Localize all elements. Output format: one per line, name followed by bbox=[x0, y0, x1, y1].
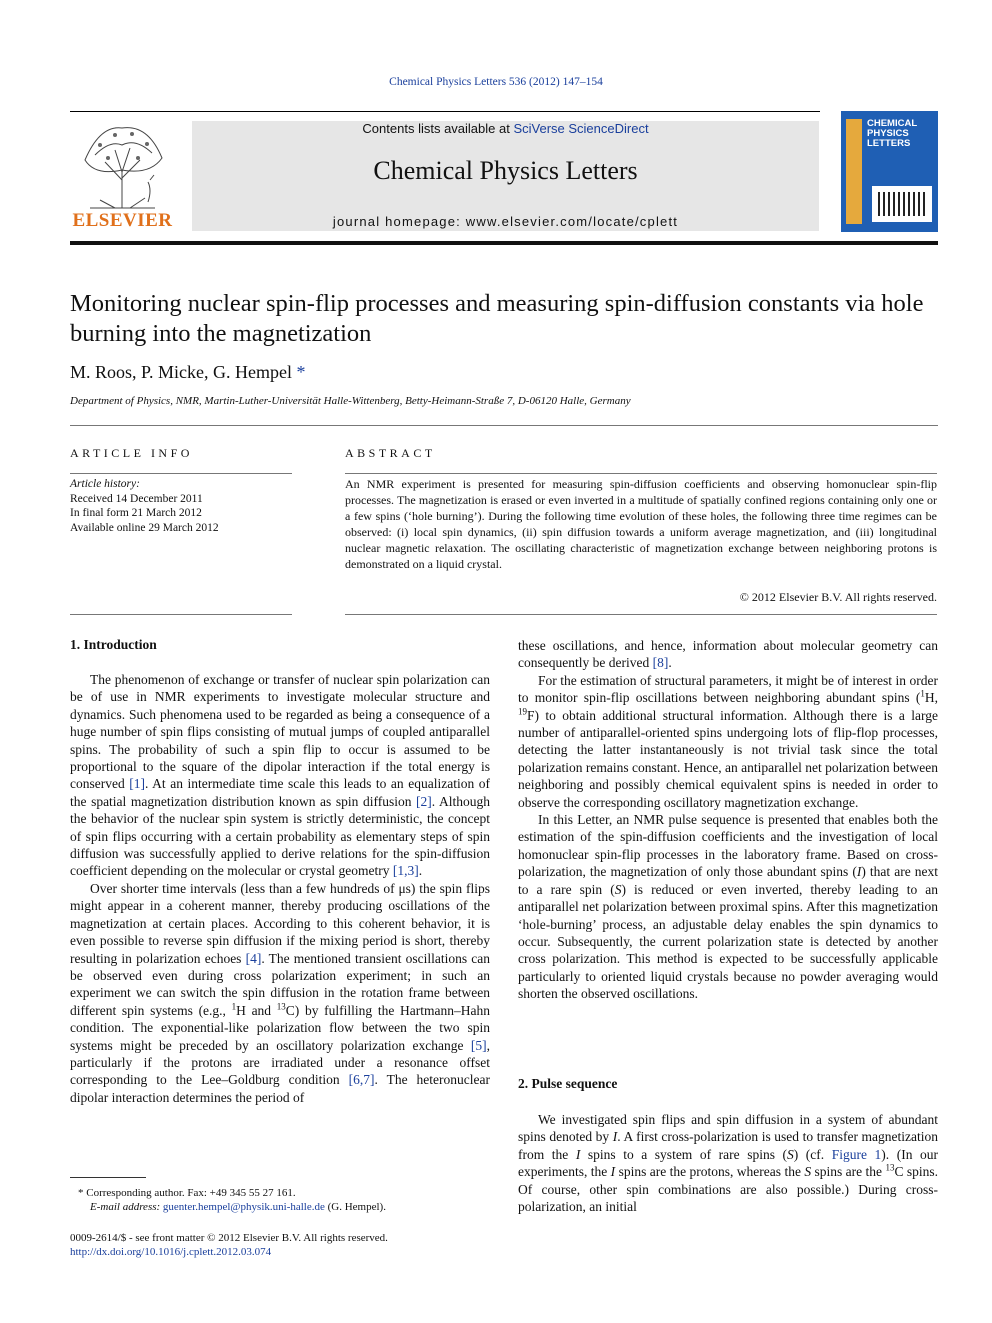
title-rule bbox=[70, 425, 938, 426]
contents-prefix: Contents lists available at bbox=[362, 121, 514, 136]
elsevier-wordmark: ELSEVIER bbox=[72, 210, 173, 231]
article-info-heading: ARTICLE INFO bbox=[70, 446, 193, 460]
abstract-bottom-rule bbox=[345, 614, 937, 615]
email-footnote bbox=[90, 1200, 386, 1214]
figure-link[interactable]: Figure 1 bbox=[831, 1146, 882, 1162]
contents-line bbox=[192, 121, 819, 136]
copyright: © 2012 Elsevier B.V. All rights reserved. bbox=[739, 590, 937, 604]
email-label: E-mail address: bbox=[90, 1201, 161, 1213]
abstract-heading: ABSTRACT bbox=[345, 446, 436, 460]
article-info-bottom-rule bbox=[70, 614, 292, 615]
header-thick-rule bbox=[70, 241, 938, 245]
journal-reference[interactable]: Chemical Physics Letters 536 (2012) 147–154 bbox=[389, 76, 603, 88]
header-rule bbox=[70, 111, 820, 112]
intro-paragraph-1: The phenomenon of exchange or transfer of nuclear spin polarization can be of use in NMR experiments to investigate molecular structure and dynamics. Such phenomena used to be regarded as being a consequence of a huge number of spin flips consisting of mutual jumps of coupled antiparallel spins. The probability of such a spin flip to occur is assumed to be proportional to the square of the dipolar interaction if the total energy is conserved [1]. At an intermediate time scale this leads to an equalization of the spatial magnetization distribution known as spin diffusion [2]. Although the behavior of the nuclear spin system is strictly deterministic, the concept of spin flips occurring with a certain probability as elementary steps of spin diffusion was successfully applied to derive relations for the spin-diffusion coefficient depending on the molecular or crystal geometry [1,3]. bbox=[70, 672, 490, 879]
abstract-rule bbox=[345, 473, 937, 474]
author-list bbox=[70, 362, 306, 383]
history-label: Article history: bbox=[70, 478, 140, 490]
issn-line: 0009-2614/$ - see front matter © 2012 Elsevier B.V. All rights reserved. bbox=[70, 1232, 388, 1244]
citation-link[interactable]: [5] bbox=[470, 1037, 487, 1053]
article-info-rule bbox=[70, 473, 292, 474]
pulse-heading-text: 2. Pulse sequence bbox=[518, 1076, 618, 1091]
citation-link[interactable]: [4] bbox=[245, 950, 262, 966]
doi-line bbox=[70, 1245, 271, 1259]
intro-paragraph-2: Over shorter time intervals (less than a few hundreds of μs) the spin flips might appear in a coherent manner, thereby producing oscillations of the magnetization at certain places. According to this coherent behavior, it is even possible to reverse spin diffusion if the mixing period is short, thereby resulting in polarization echoes [4]. The mentioned transient oscillations can be observed even during cross polarization experiment; in such an experiment we can switch the spin diffusion in the rotation frame between different spin systems (e.g., $^1$H and $^{13}$C) by fulfilling the Hartmann–Hahn condition. The exponential-like polarization flow between the two spin systems might be preceded by an oscillatory polarization exchange [5], particularly if the protons are irradiated under a resonance offset corresponding to the Lee–Goldburg condition [6,7]. The heteronuclear dipolar interaction determines the period of bbox=[70, 880, 490, 1105]
email-name: (G. Hempel). bbox=[327, 1201, 386, 1213]
pulse-text bbox=[518, 1111, 938, 1215]
doi-link[interactable]: http://dx.doi.org/10.1016/j.cplett.2012.03.074 bbox=[70, 1246, 272, 1258]
corresponding-author-mark[interactable]: * bbox=[296, 362, 306, 382]
online-date: Available online 29 March 2012 bbox=[70, 521, 219, 534]
corresponding-footnote: * Corresponding author. Fax: +49 345 55 27 161. bbox=[78, 1187, 296, 1199]
pulse-heading bbox=[518, 1076, 617, 1092]
citation-link[interactable]: [8] bbox=[652, 655, 669, 671]
citation-link[interactable]: [1] bbox=[129, 776, 146, 792]
sciencedirect-link[interactable]: SciVerse ScienceDirect bbox=[513, 121, 649, 136]
final-form-date: In final form 21 March 2012 bbox=[70, 507, 202, 519]
intro-paragraph-2-cont: these oscillations, and hence, information about molecular geometry can consequently be derived [8]. bbox=[518, 638, 938, 671]
citation-link[interactable]: [2] bbox=[416, 793, 432, 809]
email-link[interactable]: guenter.hempel@physik.uni-halle.de bbox=[162, 1201, 325, 1213]
intro-paragraph-3: For the estimation of structural parameters, it might be of interest in order to monitor spin-flip oscillations between neighboring abundant spins ($^1$H, $^{19}$F) to obtain additional structural information. Although there is a large number of antiparallel-oriented spins undergoing lots of flip-flop processes, detecting the latter instantaneously is not trivial task since the total polarization remains constant. Hence, an antiparallel net polarization between neighboring and possibly chemical equivalent spins is needed in order to observe the corresponding oscillatory magnetization exchange. bbox=[518, 672, 938, 810]
article-history bbox=[70, 477, 300, 535]
cover-figure bbox=[872, 186, 932, 222]
footnote-rule bbox=[70, 1177, 146, 1178]
pulse-paragraph-1: We investigated spin flips and spin diffusion in a system of abundant spins denoted by I. A first cross-polarization is used to transfer magnetization from the I spins to a system of rare spins (S) (cf. Figure 1). (In our experiments, the I spins are the protons, whereas the S spins are the $^{13}$C spins. Of course, other spin combinations are also possible.) During cross-polarization, an initial bbox=[518, 1112, 939, 1215]
intro-text-left bbox=[70, 671, 490, 1106]
affiliation: Department of Physics, NMR, Martin-Luther-Universität Halle-Wittenberg, Betty-Heimann-Straße 7, D-06120 Halle, Germany bbox=[70, 395, 631, 407]
citation-link[interactable]: [1,3] bbox=[392, 863, 419, 879]
intro-heading-text: 1. Introduction bbox=[70, 637, 157, 652]
cover-title: CHEMICAL PHYSICS LETTERS bbox=[867, 118, 917, 149]
authors: M. Roos, P. Micke, G. Hempel bbox=[70, 362, 292, 382]
article-title: Monitoring nuclear spin-flip processes and measuring spin-diffusion constants via hole burning into the magnetization bbox=[70, 290, 924, 347]
intro-heading bbox=[70, 637, 157, 653]
abstract-text: An NMR experiment is presented for measuring spin-diffusion coefficients and observing homonuclear spin-flip processes. The magnetization is erased or even inverted in a multitude of spatially confined regions containing only one or a few spins (‘hole burning’). During the following time evolution of these holes, the following three time regimes can be observed: (i) local spin dynamics, (ii) spin diffusion towards a uniform average magnetization, and (iii) longitudinal nuclear magnetic relaxation. The oscillating characteristic of magnetization exchange between neighboring protons is demonstrated on a liquid crystal. bbox=[345, 477, 937, 571]
intro-text-right bbox=[518, 637, 938, 1003]
intro-paragraph-4: In this Letter, an NMR pulse sequence is presented that enables both the estimation of the spin-diffusion coefficients and the investigation of local homonuclear spin-flip processes in the laboratory frame. Based on cross-polarization, the magnetization of only those abundant spins (I) that are next to a rare spin (S) is reduced or even inverted, thereby leading to an antiparallel net polarization between proximal spins. After this magnetization ‘hole-burning’ process, an adjustable delay enables the spin dynamics to occur. Subsequently, the current polarization state is detected by another cross polarization. This method is expected to be successfully applicable particularly to oriented liquid crystals because no powder averaging would shorten the observed oscillations. bbox=[518, 812, 939, 1002]
received-date: Received 14 December 2011 bbox=[70, 492, 203, 505]
journal-homepage[interactable]: journal homepage: www.elsevier.com/locate/cplett bbox=[332, 214, 679, 229]
journal-title: Chemical Physics Letters bbox=[373, 156, 638, 185]
cover-side-panel bbox=[846, 119, 862, 224]
citation-link[interactable]: [6,7] bbox=[348, 1072, 375, 1088]
